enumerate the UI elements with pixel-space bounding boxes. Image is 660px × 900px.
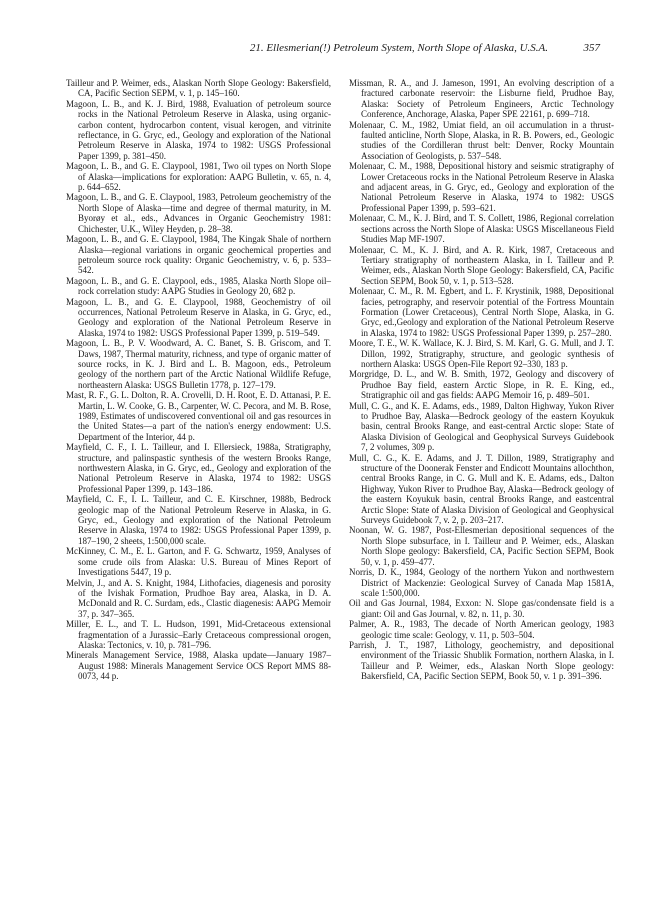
reference-entry: Mayfield, C. F., I. L. Tailleur, and I. Ellersieck, 1988a, Stratigraphy, structure, and palinspastic synthesis of the western Brooks Range, northwestern Alaska, in G. Gryc, ed., Geology and exploration of the National Petroleum Reserve in Alaska, 1974 to 1982: USGS Professional Paper 1399, p. 143–186. [66, 442, 331, 494]
reference-entry: Mull, C. G., K. E. Adams, and J. T. Dillon, 1989, Stratigraphy and structure of the Doonerak Fenster and Endicott Mountains allochthon, central Brooks Range, in C. G. Mull and K. E. Adams, eds., Dalton Highway, Yukon River to Prudhoe Bay, Alaska—Bedrock geology of the eastern Koyukuk basin, central Brooks Range, and eastcentral Arctic Slope: State of Alaska Division of Geological and Geophysical Surveys Guidebook 7, v. 2, p. 203–217. [349, 452, 614, 526]
reference-entry: Noonan, W. G. 1987, Post-Ellesmerian depositional sequences of the North Slope subsurface, in I. Tailleur and P. Weimer, eds., Alaskan North Slope geology: Bakersfield, CA, Pacific Section SEPM, Book 50, v. 1, p. 459–477. [349, 525, 614, 567]
reference-entry: Molenaar, C. M., R. M. Egbert, and L. F. Krystinik, 1988, Depositional facies, petrography, and reservoir potential of the Fortress Mountain Formation (Lower Cretaceous), Central North Slope, Alaska, in G. Gryc, ed.,Geology and exploration of the National Petroleum Reserve in Alaska, 1974 to 1982: USGS Professional Paper 1399, p. 257–280. [349, 286, 614, 338]
reference-entry: Magoon, L. B., and G. E. Claypool, 1981, Two oil types on North Slope of Alaska—implications for exploration: AAPG Bulletin, v. 65, n. 4, p. 644–652. [66, 161, 331, 193]
reference-entry: Mast, R. F., G. L. Dolton, R. A. Crovelli, D. H. Root, E. D. Attanasi, P. E. Martin, L. W. Cooke, G. B., Carpenter, W. C. Pecora, and M. B. Rose, 1989, Estimates of undiscovered conventional oil and gas resources in the United States—a part of the nation's energy endowment: U.S. Department of the Interior, 44 p. [66, 390, 331, 442]
reference-entry: Molenaar, C. M., 1988, Depositional history and seismic stratigraphy of Lower Cretaceous rocks in the National Petroleum Reserve in Alaska and adjacent areas, in G. Gryc, ed., Geology and exploration of the National Petroleum Reserve in Alaska, 1974 to 1982: USGS Professional Paper 1399, p. 593–621. [349, 161, 614, 213]
reference-entry: Magoon, L. B., and G. E. Claypool, 1988, Geochemistry of oil occurrences, National Petroleum Reserve in Alaska, in G. Gryc, ed., Geology and exploration of the National Petroleum Reserve in Alaska, 1974 to 1982: USGS Professional Paper 1399, p. 519–549. [66, 296, 331, 338]
reference-entry: Morgridge, D. L., and W. B. Smith, 1972, Geology and discovery of Prudhoe Bay field, eastern Arctic Slope, in R. E. King, ed., Stratigraphic oil and gas fields: AAPG Memoir 16, p. 489–501. [349, 369, 614, 401]
references-left-column [66, 78, 331, 682]
reference-entry: Missman, R. A., and J. Jameson, 1991, An evolving description of a fractured carbonate reservoir: the Lisburne field, Prudhoe Bay, Alaska: Society of Petroleum Engineers, Arctic Technology Conference, Anchorage, Alaska, Paper SPE 22161, p. 699–718. [349, 78, 614, 120]
reference-entry: Molenaar, C. M., K. J. Bird, and T. S. Collett, 1986, Regional correlation sections across the North Slope of Alaska: USGS Miscellaneous Field Studies Map MF-1907. [349, 213, 614, 245]
reference-entry: Moore, T. E., W. K. Wallace, K. J. Bird, S. M. Karl, G. G. Mull, and J. T. Dillon, 1992, Stratigraphy, structure, and geologic synthesis of northern Alaska: USGS Open-File Report 92–330, 183 p. [349, 338, 614, 369]
reference-entry: Molenaar, C. M., 1982, Umiat field, an oil accumulation in a thrust-faulted anticline, North Slope, Alaska, in R. B. Powers, ed., Geologic studies of the Cordilleran thrust belt: Denver, Rocky Mountain Association of Geologists, p. 537–548. [349, 119, 614, 161]
reference-entry: Miller, E. L., and T. L. Hudson, 1991, Mid-Cretaceous extensional fragmentation of a Jurassic–Early Cretaceous compressional orogen, Alaska: Tectonics, v. 10, p. 781–796. [66, 619, 331, 650]
reference-entry: Magoon, L. B., and G. E. Claypool, 1983, Petroleum geochemistry of the North Slope of Alaska—time and degree of thermal maturity, in M. Byorøy et al., eds., Advances in Organic Geochemistry 1981: Chichester, U.K., Wiley Heyden, p. 28–38. [66, 192, 331, 234]
reference-entry: Melvin, J., and A. S. Knight, 1984, Lithofacies, diagenesis and porosity of the Ivishak Formation, Prudhoe Bay area, Alaska, in D. A. McDonald and R. C. Surdam, eds., Clastic diagenesis: AAPG Memoir 37, p. 347–365. [66, 577, 331, 619]
running-header [60, 42, 600, 58]
reference-entry: Palmer, A. R., 1983, The decade of North American geology, 1983 geologic time scale: Geology, v. 11, p. 503–504. [349, 619, 614, 640]
reference-entry: Mull, C. G., and K. E. Adams, eds., 1989, Dalton Highway, Yukon River to Prudhoe Bay, Alaska—Bedrock geology of the eastern Koyukuk basin, central Brooks Range, and east-central Arctic slope: State of Alaska Division of Geological and Geophysical Surveys Guidebook 7, 2 volumes, 309 p. [349, 400, 614, 453]
page-number: 357 [583, 42, 600, 54]
reference-entry: Molenaar, C. M., K. J. Bird, and A. R. Kirk, 1987, Cretaceous and Tertiary stratigraphy of northeastern Alaska, in I. Tailleur and P. Weimer, eds., Alaskan North Slope Geology: Bakersfield, CA, Pacific Section SEPM, Book 50, v. 1, p. 513–528. [349, 244, 614, 286]
reference-entry: Tailleur and P. Weimer, eds., Alaskan North Slope Geology: Bakersfield, CA, Pacific Section SEPM, v. 1, p. 145–160. [66, 78, 331, 99]
reference-entry: Magoon, L. B., P. V. Woodward, A. C. Banet, S. B. Griscom, and T. Daws, 1987, Thermal maturity, richness, and type of organic matter of source rocks, in K. J. Bird and L. B. Magoon, eds., Petroleum geology of the northern part of the Arctic National Wildlife Refuge, northeastern Alaska: USGS Bulletin 1778, p. 127–179. [66, 338, 332, 390]
reference-entry: Mayfield, C. F., I. L. Tailleur, and C. E. Kirschner, 1988b, Bedrock geologic map of the National Petroleum Reserve in Alaska, in G. Gryc, ed., Geology and exploration of the National Petroleum Reserve in Alaska, 1974 to 1982: USGS Professional Paper 1399, p. 187–190, 2 sheets, 1:500,000 scale. [66, 494, 331, 546]
running-title: 21. Ellesmerian(!) Petroleum System, North Slope of Alaska, U.S.A. [249, 42, 548, 54]
reference-entry: Magoon, L. B., and G. E. Claypool, eds., 1985, Alaska North Slope oil–rock correlation study: AAPG Studies in Geology 20, 682 p. [66, 275, 331, 297]
reference-entry: Magoon, L. B., and K. J. Bird, 1988, Evaluation of petroleum source rocks in the National Petroleum Reserve in Alaska, using organic-carbon content, hydrocarbon content, visual kerogen, and vitrinite reflectance, in G. Gryc, ed., Geology and exploration of the National Petroleum Reserve in Alaska, 1974 to 1982: USGS Professional Paper 1399, p. 381–450. [66, 98, 331, 161]
reference-entry: McKinney, C. M., E. L. Garton, and F. G. Schwartz, 1959, Analyses of some crude oils from Alaska: U.S. Bureau of Mines Report of Investigations 5447, 19 p. [66, 546, 331, 578]
reference-entry: Oil and Gas Journal, 1984, Exxon: N. Slope gas/condensate field is a giant: Oil and Gas Journal, v. 82, n. 11, p. 30. [349, 598, 614, 619]
reference-entry: Magoon, L. B., and G. E. Claypool, 1984, The Kingak Shale of northern Alaska—regional variations in organic geochemical properties and petroleum source rock quality: Organic Geochemistry, v. 6, p. 533–542. [66, 234, 331, 276]
references-right-column [349, 78, 614, 682]
reference-entry: Parrish, J. T., 1987, Lithology, geochemistry, and depositional environment of the Triassic Shublik Formation, northern Alaska, in I. Tailleur and P. Weimer, eds., Alaskan North Slope geology: Bakersfield, CA, Pacific Section SEPM, Book 50, v. 1 p. 391–396. [349, 639, 614, 682]
reference-entry: Minerals Management Service, 1988, Alaska update—January 1987–August 1988: Minerals Management Service OCS Report MMS 88-0073, 44 p. [66, 650, 331, 682]
reference-entry: Norris, D. K., 1984, Geology of the northern Yukon and northwestern District of Mackenzie: Geological Survey of Canada Map 1581A, scale 1:500,000. [349, 567, 614, 598]
